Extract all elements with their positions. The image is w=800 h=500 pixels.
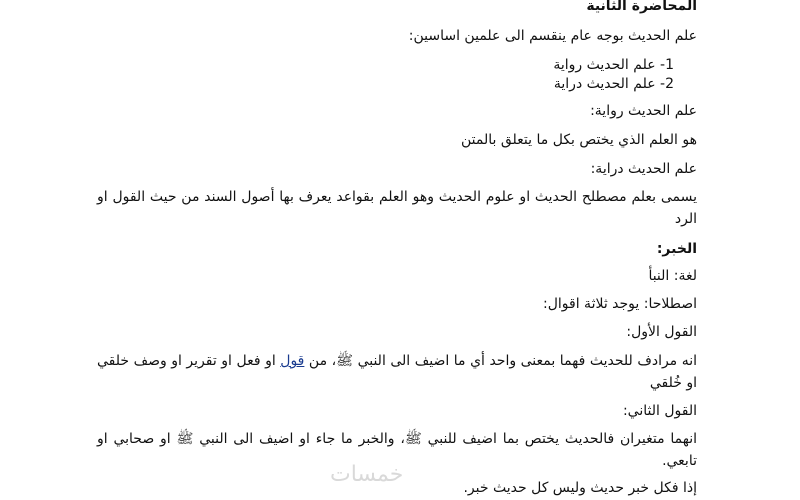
intro-text: علم الحديث بوجه عام ينقسم الى علمين اساسين: — [408, 28, 697, 44]
conclusion-text: إذا فكل خبر حديث وليس كل حديث خبر. — [463, 480, 697, 496]
istilahan-text: اصطلاحا: يوجد ثلاثة اقوال: — [543, 296, 697, 312]
khabar-heading: الخبر: — [656, 241, 697, 257]
first-opinion-link[interactable]: قول — [280, 353, 305, 369]
lugha-text: لغة: النبأ — [648, 268, 697, 284]
watermark-logo: خمسات — [330, 462, 404, 487]
lecture-title: المحاضرة الثانية — [586, 0, 697, 14]
first-opinion-part1: انه مرادف للحديث فهما بمعنى واحد أي ما اضيف الى النبي ﷺ، من — [304, 353, 698, 369]
riwaya-definition: هو العلم الذي يختص بكل ما يتعلق بالمتن — [461, 132, 697, 148]
second-opinion-heading: القول الثاني: — [622, 403, 697, 419]
list-item-2: 2- علم الحديث دراية — [553, 76, 674, 92]
first-opinion-heading: القول الأول: — [626, 324, 697, 340]
list-item-1: 1- علم الحديث رواية — [553, 57, 674, 73]
diraya-heading: علم الحديث دراية: — [590, 161, 697, 177]
first-opinion-part2: او فعل او تقرير او وصف خلقي او خُلقي — [97, 353, 697, 391]
riwaya-heading: علم الحديث رواية: — [590, 103, 697, 119]
second-opinion-text: انهما متغيران فالحديث يختص بما اضيف للنبي ﷺ، والخبر ما جاء او اضيف الى النبي ﷺ او صحابي او تابعي. — [97, 431, 697, 469]
diraya-definition: يسمى بعلم مصطلح الحديث او علوم الحديث وهو العلم بقواعد يعرف بها أصول السند من حيث القول او الرد — [97, 189, 697, 227]
first-opinion-text — [97, 350, 697, 394]
